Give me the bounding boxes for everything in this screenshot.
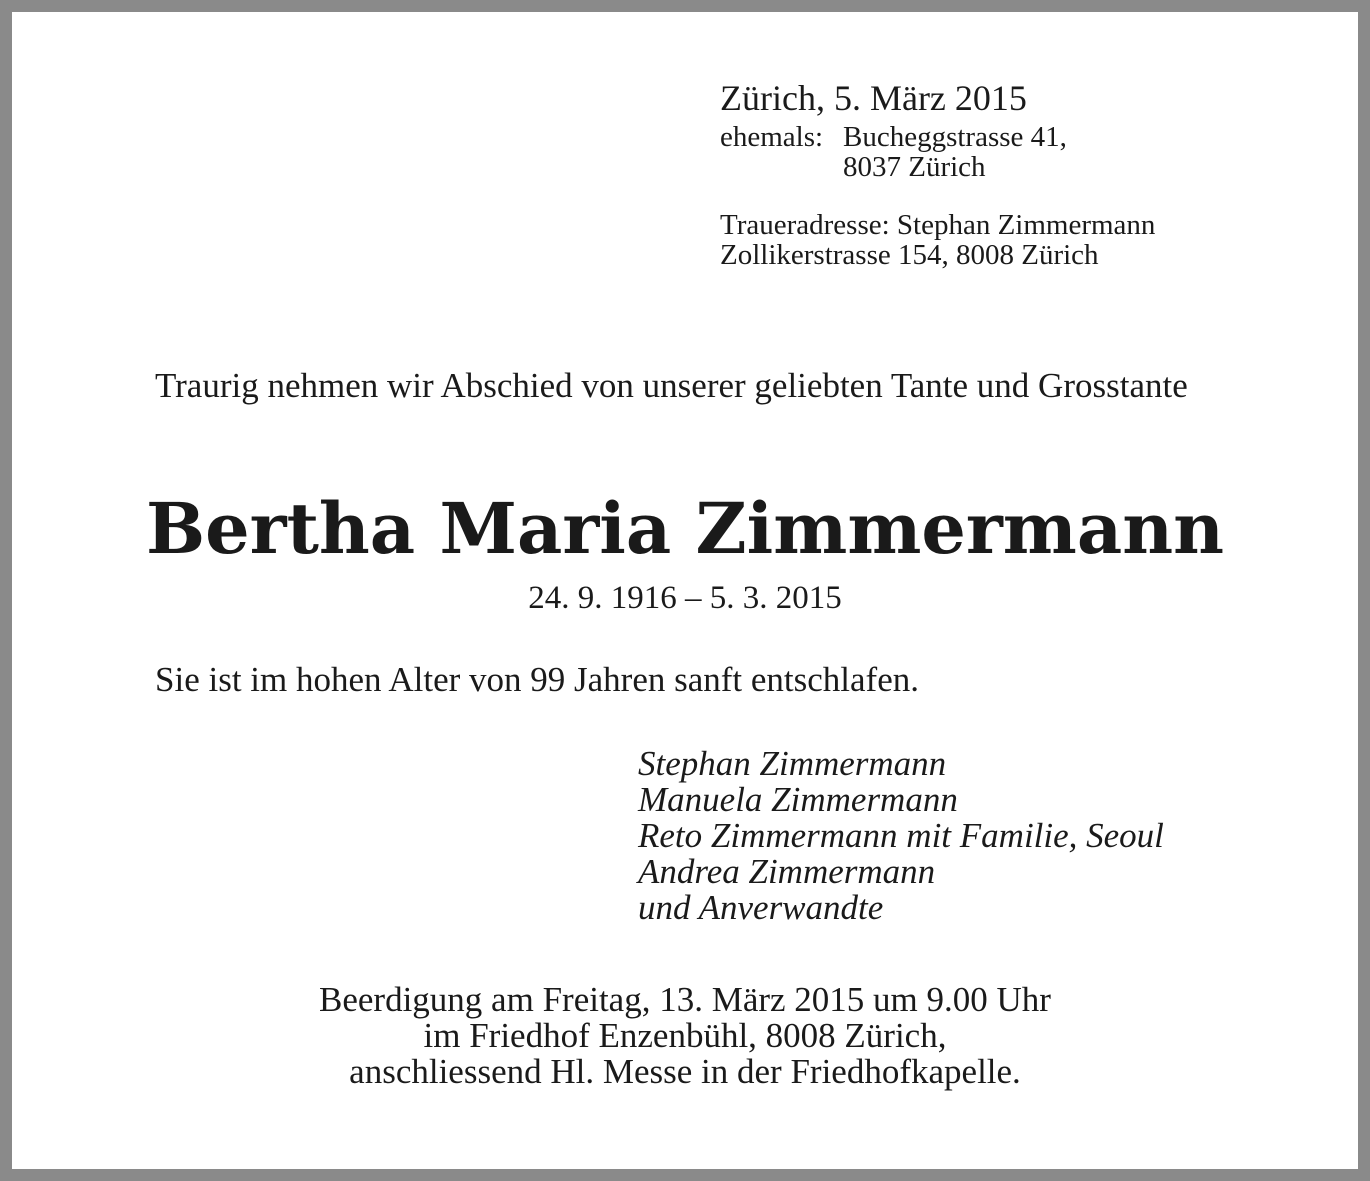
signatory: Andrea Zimmermann xyxy=(638,852,936,891)
obituary-notice xyxy=(12,12,1358,1169)
deceased-name: Bertha Maria Zimmermann xyxy=(145,487,1225,570)
signatories-list xyxy=(638,746,1164,926)
funeral-line: im Friedhof Enzenbühl, 8008 Zürich, xyxy=(423,1016,947,1055)
header-block xyxy=(720,78,1340,270)
mourning-address-line2: Zollikerstrasse 154, 8008 Zürich xyxy=(720,239,1099,271)
intro-text: Traurig nehmen wir Abschied von unserer geliebten Tante und Grosstante xyxy=(155,366,1188,405)
former-address-label: ehemals: xyxy=(720,121,824,153)
mourning-address-line1: Traueradresse: Stephan Zimmermann xyxy=(720,209,1156,241)
funeral-details xyxy=(12,982,1358,1090)
former-address-row xyxy=(720,122,1340,152)
signatory: Stephan Zimmermann xyxy=(638,744,947,783)
signatory: Manuela Zimmermann xyxy=(638,780,958,819)
former-address xyxy=(720,122,1340,182)
signatory: Reto Zimmermann mit Familie, Seoul xyxy=(638,816,1164,855)
place-date: Zürich, 5. März 2015 xyxy=(720,78,1027,118)
former-address-street: Bucheggstrasse 41, xyxy=(843,121,1067,153)
signatory: und Anverwandte xyxy=(638,888,884,927)
former-address-city: 8037 Zürich xyxy=(843,151,986,183)
lifespan-dates: 24. 9. 1916 – 5. 3. 2015 xyxy=(528,580,842,616)
mourning-address xyxy=(720,210,1340,270)
statement-text: Sie ist im hohen Alter von 99 Jahren sanft entschlafen. xyxy=(155,660,920,699)
funeral-line: anschliessend Hl. Messe in der Friedhofkapelle. xyxy=(349,1052,1021,1091)
funeral-line: Beerdigung am Freitag, 13. März 2015 um 9.00 Uhr xyxy=(319,980,1051,1019)
